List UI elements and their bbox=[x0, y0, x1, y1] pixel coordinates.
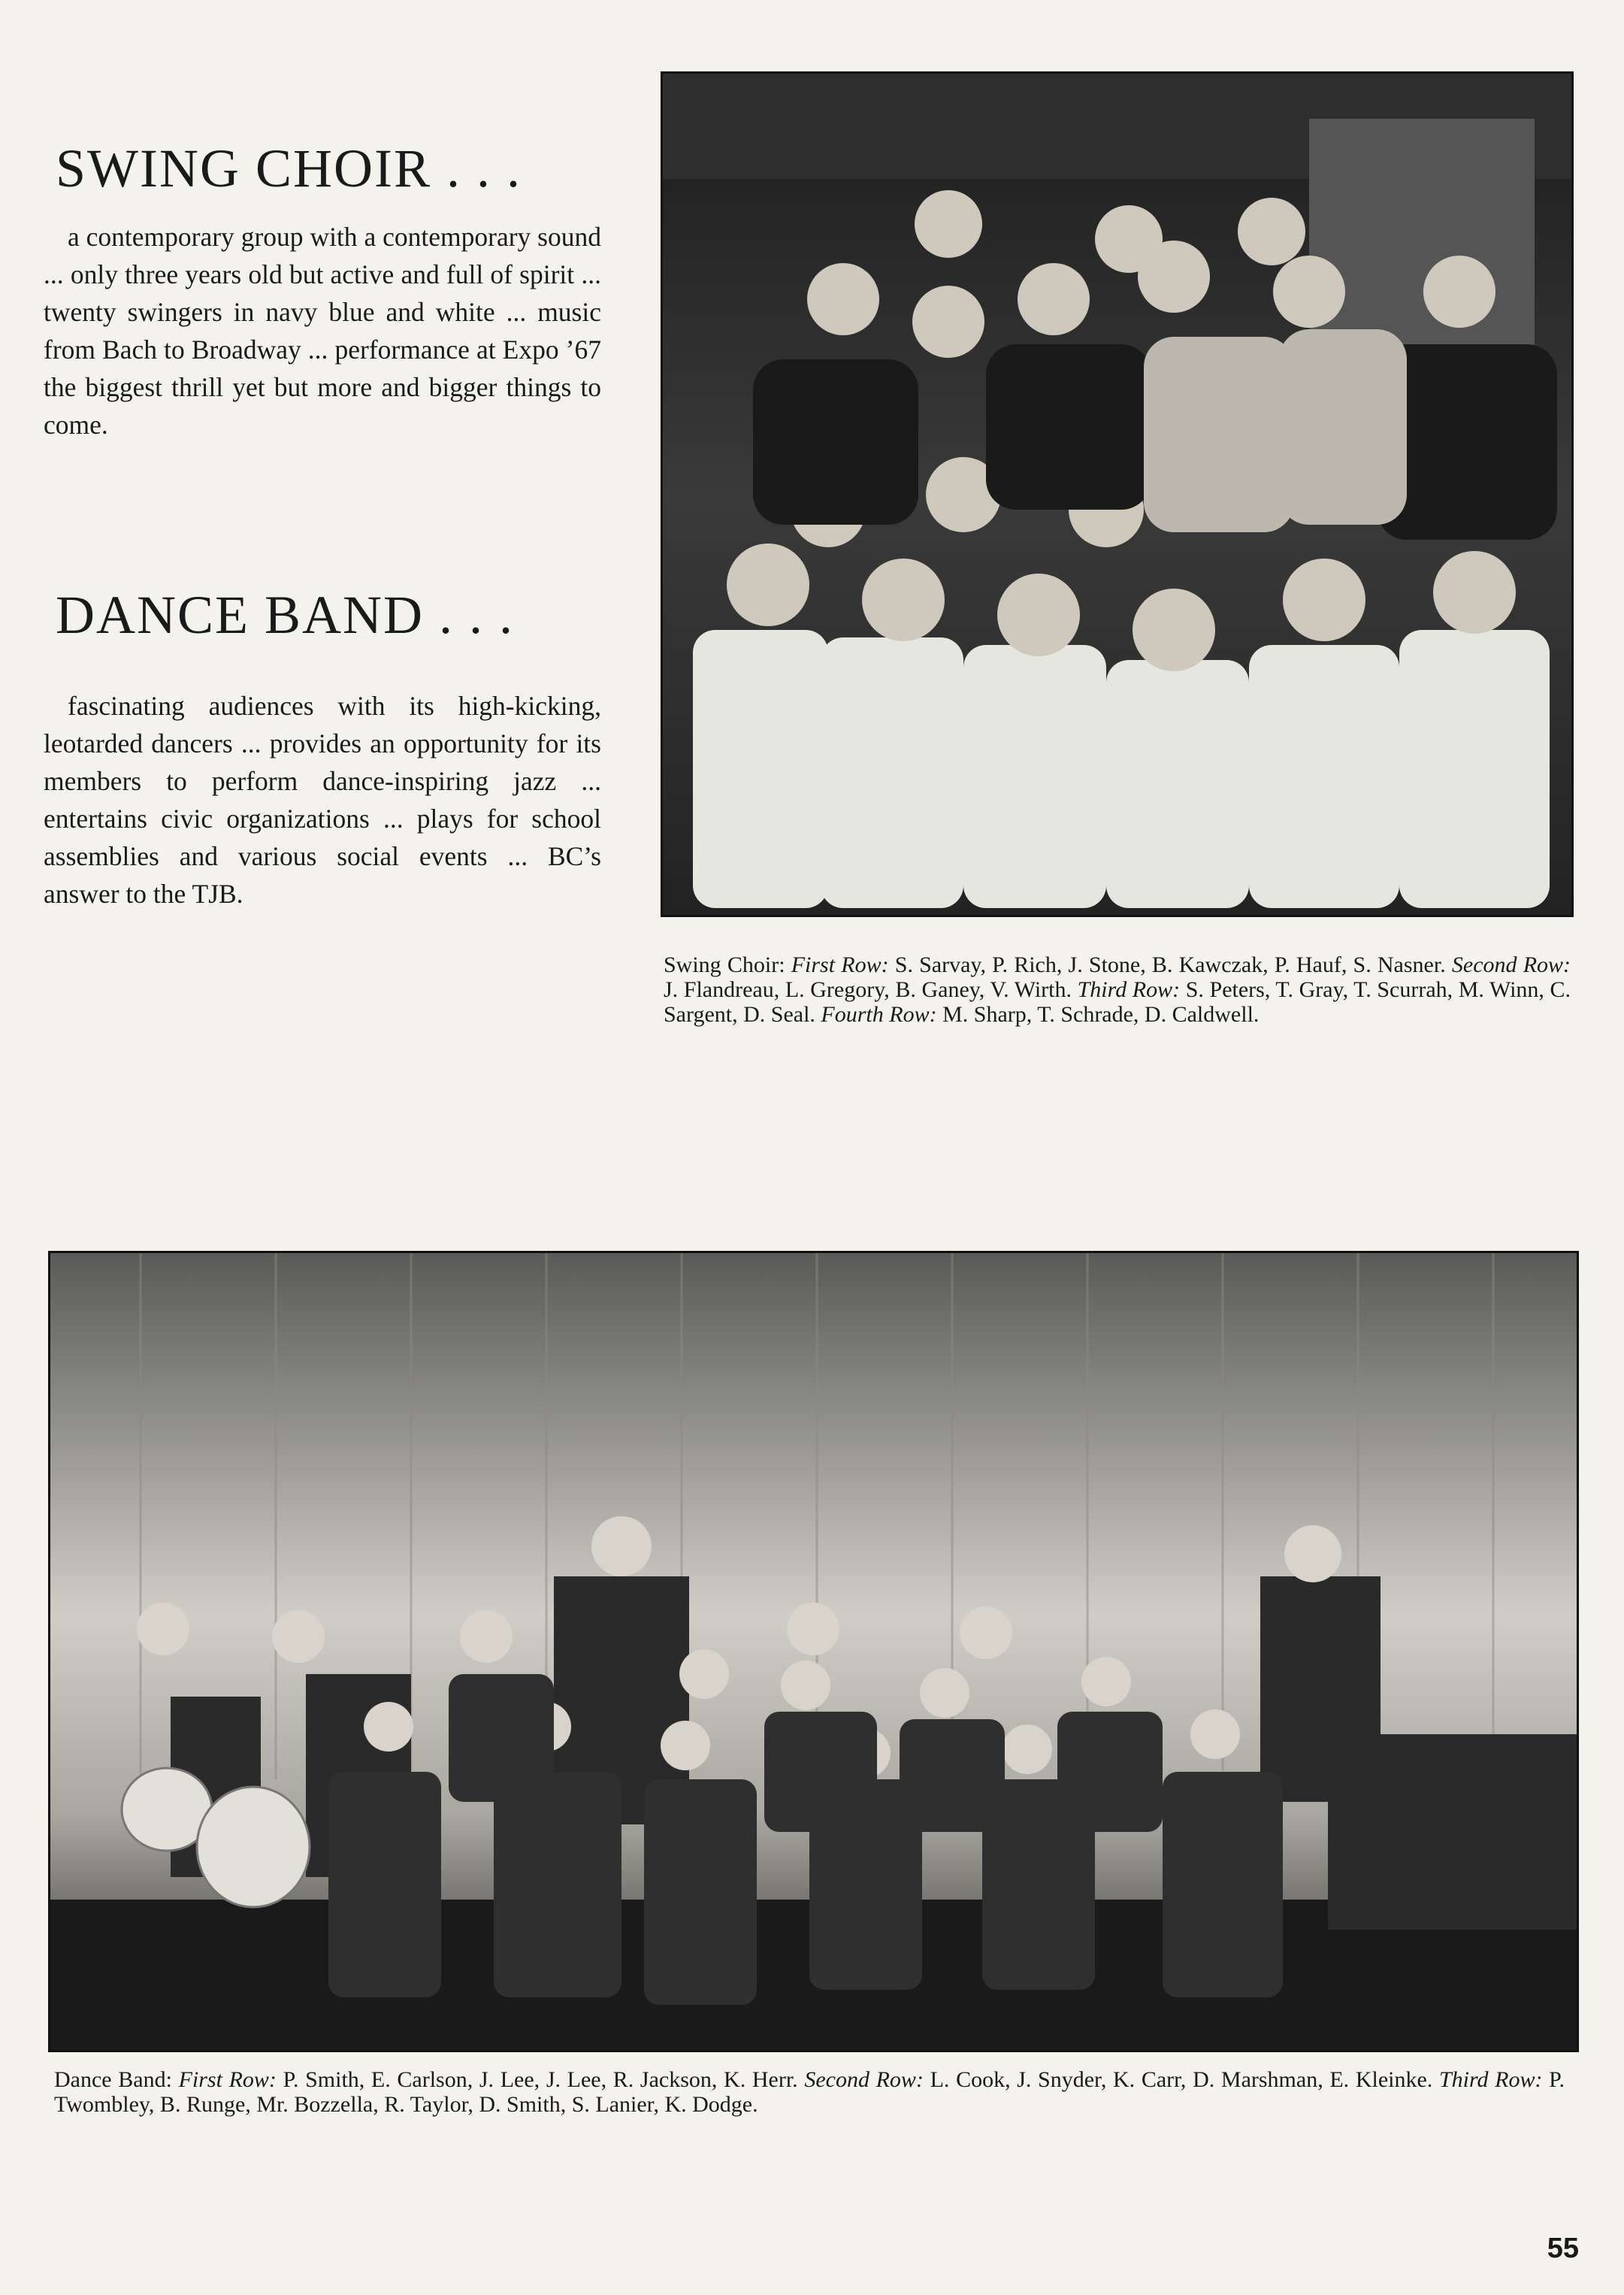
caption-row-label: Third Row: bbox=[1438, 2067, 1543, 2092]
caption-row-label: Third Row: bbox=[1077, 977, 1181, 1002]
dance-band-photo-image bbox=[50, 1253, 1579, 2052]
caption-row-names: P. Smith, E. Carlson, J. Lee, J. Lee, R. Jackson, K. Herr. bbox=[283, 2067, 798, 2092]
caption-row-label: First Row: bbox=[791, 952, 889, 977]
caption-row-names: M. Sharp, T. Schrade, D. Caldwell. bbox=[942, 1002, 1260, 1027]
caption-row-names: J. Flandreau, L. Gregory, B. Ganey, V. Wirth. bbox=[664, 977, 1072, 1002]
caption-row-label: Second Row: bbox=[804, 2067, 924, 2092]
caption-row-label: Fourth Row: bbox=[821, 1002, 937, 1027]
page-number: 55 bbox=[1547, 2233, 1579, 2264]
caption-group-label: Swing Choir: bbox=[664, 952, 785, 977]
caption-row-label: First Row: bbox=[178, 2067, 277, 2092]
caption-row-names: S. Peters, T. Gray, T. Scurrah, M. Winn, C. Sargent, D. Seal. bbox=[664, 977, 1571, 1027]
dance-band-description: fascinating audiences with its high-kicking, leotarded dancers ... provides an opportunity for its members to perform dance-inspiring jazz ... entertains civic organizations ... plays for school assemblies and various social events ... BC’s answer to the TJB. bbox=[44, 691, 601, 909]
dance-band-caption bbox=[54, 2067, 1565, 2117]
dance-band-photo bbox=[48, 1251, 1579, 2052]
swing-choir-description: a contemporary group with a contemporary sound ... only three years old but active and full of spirit ... twenty swingers in navy blue and white ... music from Bach to Broadway ... performance at Expo ’67 the biggest thrill yet but more and bigger things to come. bbox=[44, 222, 601, 440]
dance-band-heading: DANCE BAND . . . bbox=[56, 585, 515, 645]
caption-row-names: P. Twombley, B. Runge, Mr. Bozzella, R. Taylor, D. Smith, S. Lanier, K. Dodge. bbox=[54, 2067, 1565, 2117]
swing-choir-photo-image bbox=[663, 74, 1574, 917]
caption-group-label: Dance Band: bbox=[54, 2067, 172, 2092]
caption-row-names: S. Sarvay, P. Rich, J. Stone, B. Kawczak, P. Hauf, S. Nasner. bbox=[894, 952, 1446, 977]
swing-choir-photo bbox=[661, 71, 1574, 917]
caption-row-label: Second Row: bbox=[1451, 952, 1571, 977]
swing-choir-caption bbox=[664, 952, 1571, 1027]
caption-row-names: L. Cook, J. Snyder, K. Carr, D. Marshman, E. Kleinke. bbox=[930, 2067, 1433, 2092]
swing-choir-heading: SWING CHOIR . . . bbox=[56, 138, 522, 198]
